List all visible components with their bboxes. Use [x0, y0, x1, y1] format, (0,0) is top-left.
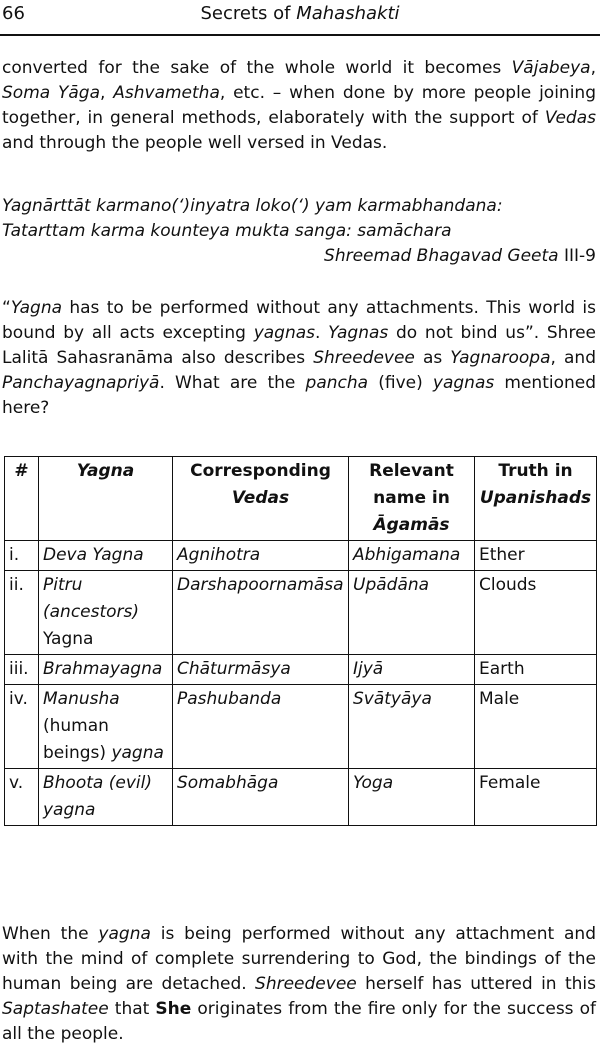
verse-source: Shreemad Bhagavad Geeta III-9 — [324, 246, 596, 266]
table-header-row — [5, 457, 597, 541]
paragraph-yagna-description: “Yagna has to be performed without any attachments. This world is bound by all acts excepting yagnas. Yagnas do not bind us”. Shree Lalitā Sahasranāma also describes Shreedevee as Yagnaroopa, and Panchayagnapriyā. What are the pancha (five) yagnas mentioned here? — [2, 298, 597, 418]
running-title: Secrets of Mahashakti — [200, 3, 400, 24]
header-upanishads: Truth in Upanishads — [475, 457, 597, 541]
table-row: iv. Manusha (human beings) yagna Pashubanda Svātyāya Male — [5, 685, 597, 769]
verse-line-1: Yagnārttāt karmano(‘)inyatra loko(‘) yam karmabhandana: — [2, 196, 503, 216]
table-row: ii. Pitru (ancestors) Yagna Darshapoornamāsa Upādāna Clouds — [5, 571, 597, 655]
table-row: iii. Brahmayagna Chāturmāsya Ijyā Earth — [5, 655, 597, 685]
table-row: v. Bhoota (evil) yagna Somabhāga Yoga Female — [5, 769, 597, 826]
paragraph-conclusion: When the yagna is being performed without any attachment and with the mind of complete surrendering to God, the bindings of the human being are detached. Shreedevee herself has uttered in this Saptashatee that She originates from the fire only for the success of all the people. — [2, 924, 596, 1044]
verse-line-2: Tatarttam karma kounteya mukta sanga: samāchara — [2, 221, 452, 241]
yagna-table — [4, 456, 597, 826]
header-agamas: Relevant name in Āgamās — [349, 457, 475, 541]
page-number: 66 — [2, 3, 25, 24]
header-number: # — [5, 457, 39, 541]
table-row: i. Deva Yagna Agnihotra Abhigamana Ether — [5, 541, 597, 571]
header-vedas: Corresponding Vedas — [173, 457, 349, 541]
header-yagna: Yagna — [39, 457, 173, 541]
paragraph-intro: converted for the sake of the whole world it becomes Vājabeya, Soma Yāga, Ashvametha, etc. – when done by more people joining together, in general methods, elaborately with the support of Vedas and through the people well versed in Vedas. — [2, 58, 596, 153]
running-header — [0, 0, 600, 36]
